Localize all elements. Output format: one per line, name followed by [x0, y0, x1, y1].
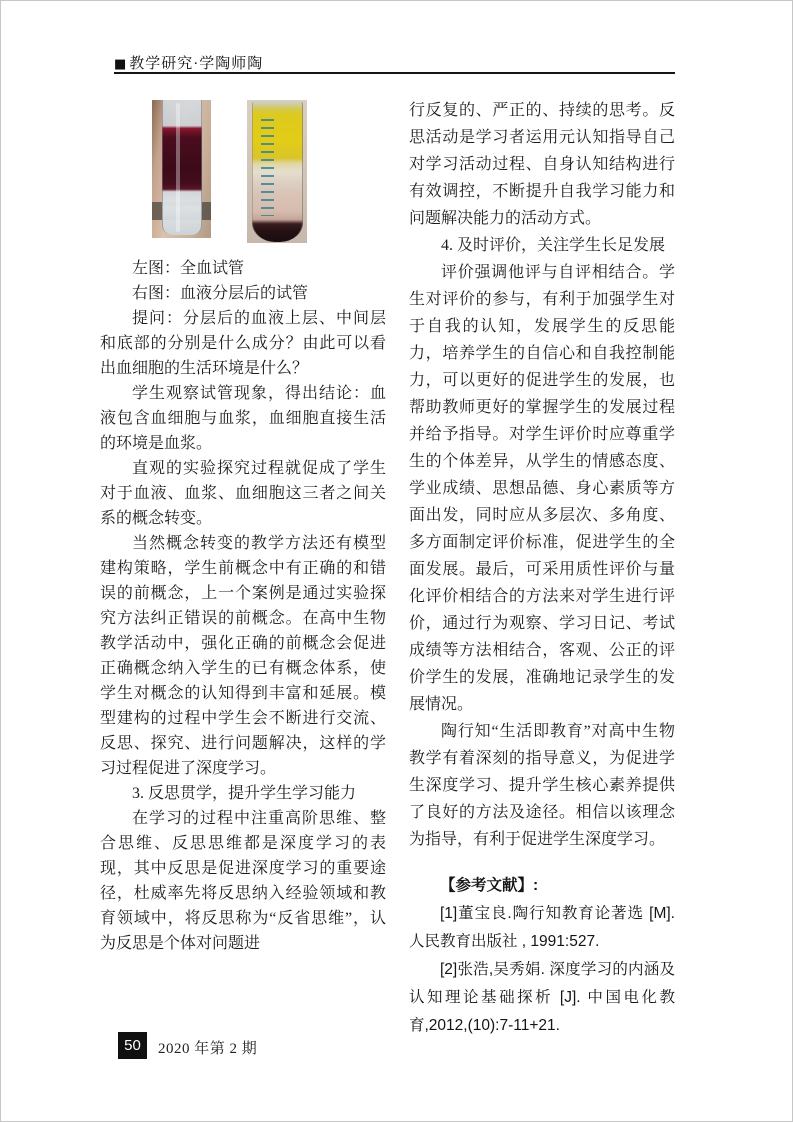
- right-column: [409, 97, 675, 1040]
- page-number-badge: 50: [118, 1032, 147, 1059]
- reference-item: [2]张浩,吴秀娟. 深度学习的内涵及认知理论基础探析 [J]. 中国电化教育,2012,(10):7-11+21.: [409, 961, 675, 1034]
- header-rule: [114, 72, 675, 74]
- paragraph-question: 提问：分层后的血液上层、中间层和底部的分别是什么成分？由此可以看出血细胞的生活环境是什么？: [100, 310, 386, 377]
- figure-caption-right: 右图：血液分层后的试管: [132, 285, 309, 302]
- figure-caption-left: 左图：全血试管: [132, 260, 245, 277]
- graduation-marks: [261, 113, 274, 216]
- left-column: [100, 97, 386, 956]
- references-heading: 【参考文献】:: [440, 877, 539, 894]
- references-section: [409, 872, 675, 1040]
- section-header: [114, 52, 675, 73]
- subheading-4-evaluation: 4. 及时评价，关注学生长足发展: [441, 237, 666, 254]
- paragraph-reflection-cont: 行反复的、严正的、持续的思考。反思活动是学习者运用元认知指导自己对学习活动过程、自身认知结构进行有效调控，不断提升自我学习能力和问题解决能力的活动方式。: [409, 102, 675, 227]
- whole-blood-tube: [162, 100, 202, 235]
- section-title: 教学研究·学陶师陶: [129, 56, 264, 72]
- paragraph-conclusion: 陶行知“生活即教育”对高中生物教学有着深刻的指导意义，为促进学生深度学习、提升学生核心素养提供了良好的方法及途径。相信以该理念为指导，有利于促进学生深度学习。: [409, 723, 675, 848]
- tube-highlight: [176, 103, 180, 233]
- separated-blood-test-tube-photo: [247, 100, 307, 243]
- subheading-3-reflection: 3. 反思贯学，提升学生学习能力: [132, 785, 357, 802]
- paragraph-reflection: 在学习的过程中注重高阶思维、整合思维、反思思维都是深度学习的表现，其中反思是促进深度学习的重要途径，杜威率先将反思纳入经验领域和教育领域中，将反思称为“反省思维”，认为反思是个体对问题进: [100, 810, 386, 952]
- paragraph-model-building: 当然概念转变的教学方法还有模型建构策略，学生前概念中有正确的和错误的前概念，上一个案例是通过实验探究方法纠正错误的前概念。在高中生物教学活动中，强化正确的前概念会促进正确概念纳入学生的已有概念体系，使学生对概念的认知得到丰富和延展。模型建构的过程中学生会不断进行交流、反思、探究、进行问题解决，这样的学习过程促进了深度学习。: [100, 535, 386, 777]
- whole-blood-test-tube-photo: [152, 100, 211, 238]
- paragraph-observation: 学生观察试管现象，得出结论：血液包含血细胞与血浆，血细胞直接生活的环境是血浆。: [100, 385, 386, 452]
- figure-row: [152, 100, 386, 243]
- paragraph-concept-change: 直观的实验探究过程就促成了学生对于血液、血浆、血细胞这三者之间关系的概念转变。: [100, 460, 386, 527]
- issue-label: 2020 年第 2 期: [158, 1041, 258, 1057]
- paragraph-evaluation: 评价强调他评与自评相结合。学生对评价的参与，有利于加强学生对于自我的认知，发展学生的反思能力，培养学生的自信心和自我控制能力，可以更好的促进学生的发展，也帮助教师更好的掌握学生的发展过程并给予指导。对学生评价时应尊重学生的个体差异，从学生的情感态度、学业成绩、思想品德、身心素质等方面出发，同时应从多层次、多角度、多方面制定评价标准，促进学生的全面发展。最后，可采用质性评价与量化评价相结合的方法来对学生进行评价，通过行为观察、学习日记、考试成绩等方法相结合，客观、公正的评价学生的发展，准确地记录学生的发展情况。: [409, 264, 675, 713]
- section-marker-square: ■: [114, 57, 128, 72]
- separated-blood-tube: [252, 102, 303, 241]
- reference-item: [1]董宝良.陶行知教育论著选 [M]. 人民教育出版社 , 1991:527.: [409, 905, 675, 950]
